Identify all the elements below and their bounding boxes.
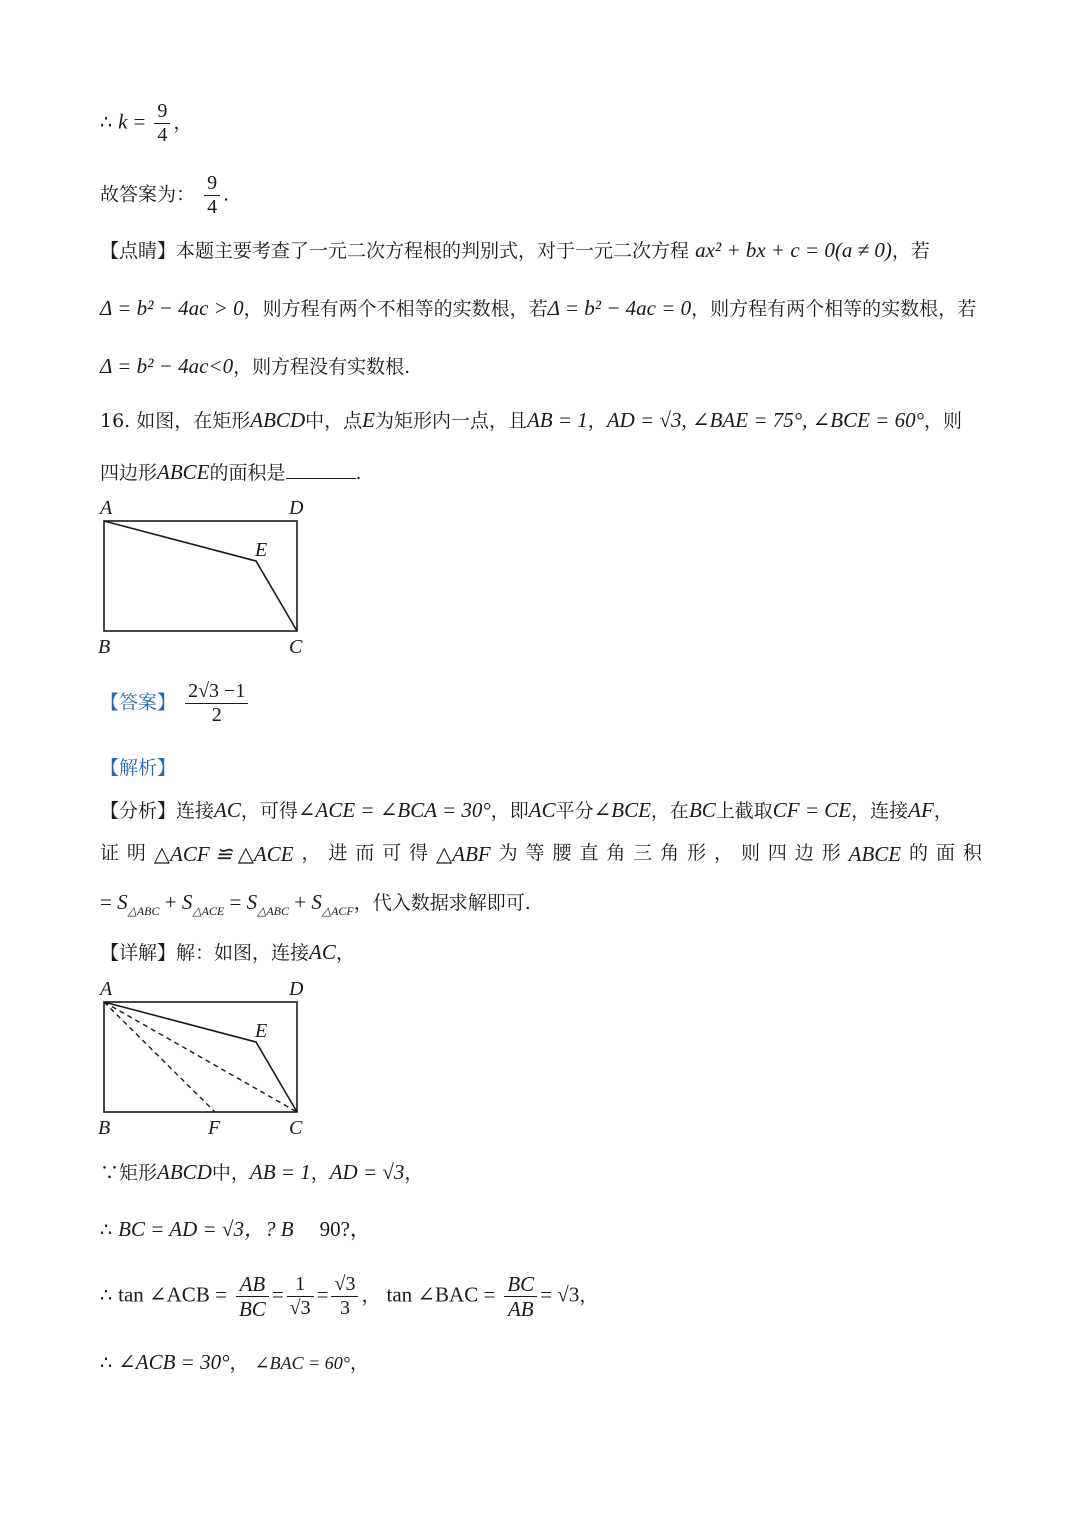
label-e: E — [255, 1020, 268, 1042]
solution-step-2: ∴ BC = AD = √3，? B 90?， — [100, 1217, 371, 1241]
dashed-line-af — [104, 1002, 215, 1112]
label-d: D — [289, 978, 304, 1000]
solution-step-4: ∴ ∠ACB = 30°， ∠BAC = 60°， — [100, 1350, 369, 1374]
label-a: A — [100, 497, 113, 519]
dashed-line-ac — [104, 1002, 297, 1112]
dianjing-line-3: Δ = b² − 4ac<0，则方程没有实数根. — [100, 354, 411, 378]
fenxi-line-2: 证 明 △ACF ≌ △ACE ， 进 而 可 得 △ABF 为 等 腰 直 角 三 角 形 ， 则 四 边 形 ABCE 的 面 积 — [100, 842, 982, 866]
dianjing-line-1: 【点睛】本题主要考查了一元二次方程根的判别式，对于一元二次方程 ax² + bx + c = 0(a ≠ 0)，若 — [100, 238, 930, 262]
label-f: F — [208, 1117, 221, 1139]
question-16-line-2: 四边形ABCE的面积是 . — [100, 460, 362, 484]
fraction-bc-ab: $\frac{BC}{AB}$ — [504, 1272, 537, 1321]
answer-fraction: $\frac{2√3 -1}{2}$ — [185, 680, 248, 727]
polyline-aec — [104, 521, 297, 631]
fraction-sqrt3-3: $\frac{√3}{3}$ — [331, 1273, 358, 1320]
line-answer-statement: 故答案为： $\frac{9}{4}$ . — [100, 172, 230, 218]
figure-rectangle-abcd-with-f — [92, 975, 322, 1143]
solution-step-3: ∴ tan ∠ACB = $\frac{AB}{BC}$ = $\frac{1}{√3}$ = $\frac{√3}{3}$ ， tan ∠BAC = $\frac{BC}{AB}$ = √3， — [100, 1272, 599, 1322]
label-e: E — [255, 539, 268, 561]
label-c: C — [289, 1117, 303, 1139]
fraction: $\frac{9}{4}$ — [154, 100, 170, 147]
fenxi-line-3: = $S_{\triangle ABC} + S_{\triangle ACE} = S_{\triangle ABC} + S_{\triangle ACF}$，代入数据求解即可. — [100, 890, 531, 918]
label-b: B — [98, 1117, 111, 1139]
xiangjie-line: 【详解】解：如图，连接AC， — [100, 940, 355, 964]
answer-blank — [286, 462, 356, 479]
rectangle-abcd — [104, 521, 297, 631]
answer-line: 【答案】 $\frac{2√3 -1}{2}$ — [100, 680, 251, 727]
fraction-ab-bc: $\frac{AB}{BC}$ — [236, 1272, 269, 1321]
fraction: $\frac{9}{4}$ — [204, 172, 220, 219]
question-16-line-1: 16. 如图，在矩形ABCD中，点E为矩形内一点，且AB = 1，AD = √3, ∠BAE = 75°, ∠BCE = 60°，则 — [100, 408, 962, 432]
figure-rectangle-abcd — [92, 494, 322, 662]
solution-step-1: ∵矩形ABCD中，AB = 1，AD = √3， — [100, 1160, 424, 1184]
dianjing-line-2: Δ = b² − 4ac > 0，则方程有两个不相等的实数根，若Δ = b² − 4ac = 0，则方程有两个相等的实数根，若 — [100, 296, 977, 320]
jiexi-label: 【解析】 — [100, 757, 177, 779]
label-c: C — [289, 636, 303, 658]
label-a: A — [100, 978, 113, 1000]
fraction-1-sqrt3: $\frac{1}{√3}$ — [287, 1273, 314, 1320]
line-k-value: ∴ k = $\frac{9}{4}$ ， — [100, 100, 193, 146]
label-d: D — [289, 497, 304, 519]
fenxi-line-1: 【分析】连接AC，可得∠ACE = ∠BCA = 30°，即AC平分∠BCE，在BC上截取CF = CE，连接AF， — [100, 798, 953, 822]
label-b: B — [98, 636, 111, 658]
